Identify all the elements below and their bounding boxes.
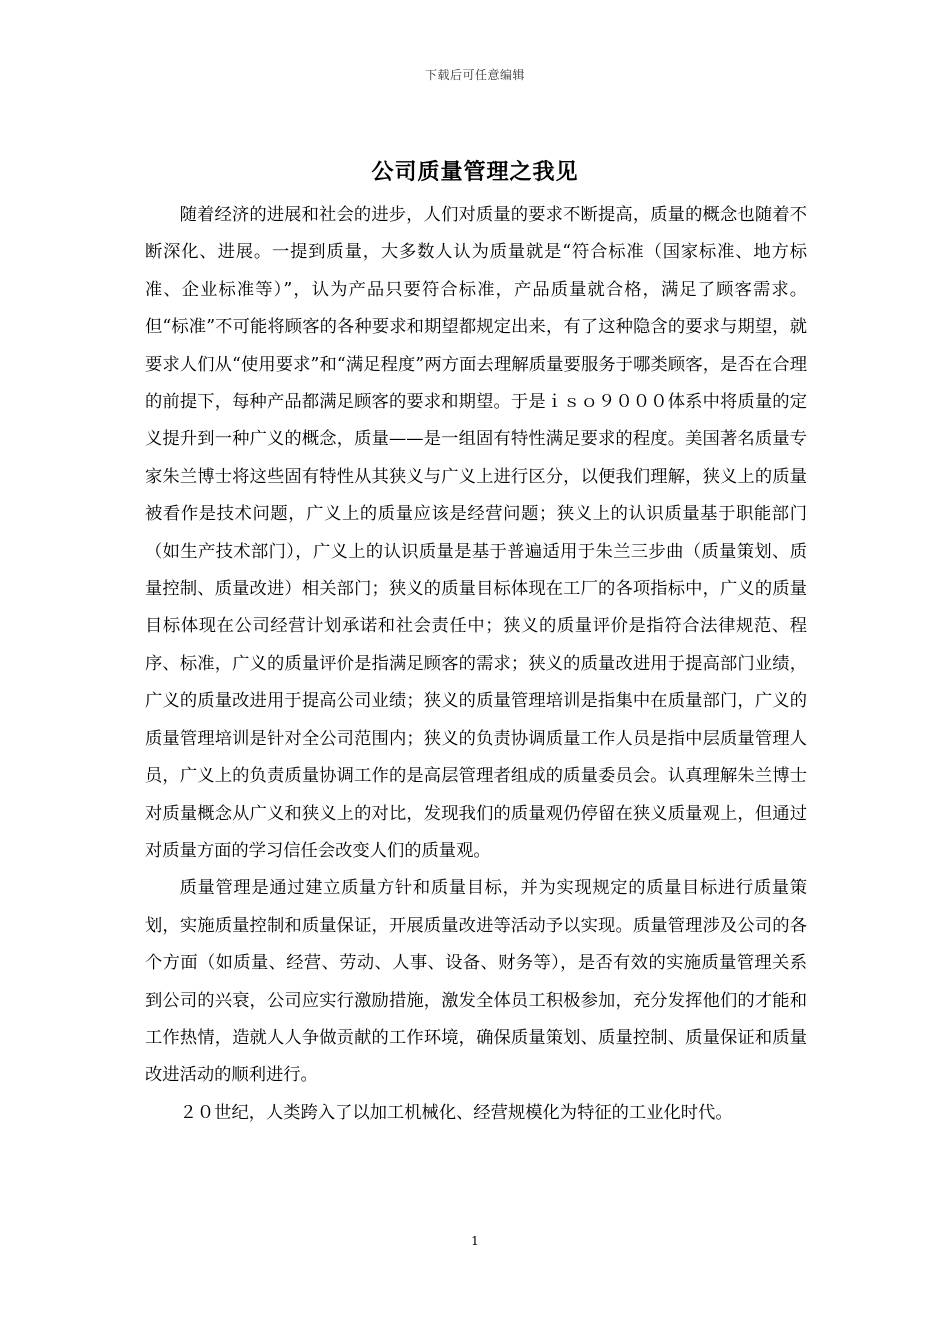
- paragraph-1: 随着经济的进展和社会的进步，人们对质量的要求不断提高，质量的概念也随着不断深化、进展。一提到质量，大多数人认为质量就是“符合标准（国家标准、地方标准、企业标准等）”，认为产品只要符合标准，产品质量就合格，满足了顾客需求。但“标准”不可能将顾客的各种要求和期望都规定出来，有了这种隐含的要求与期望，就要求人们从“使用要求”和“满足程度”两方面去理解质量要服务于哪类顾客，是否在合理的前提下，每种产品都满足顾客的要求和期望。于是ｉｓｏ９０００体系中将质量的定义提升到一种广义的概念，质量——是一组固有特性满足要求的程度。美国著名质量专家朱兰博士将这些固有特性从其狭义与广义上进行区分，以便我们理解，狭义上的质量被看作是技术问题，广义上的质量应该是经营问题；狭义上的认识质量基于职能部门（如生产技术部门），广义上的认识质量是基于普遍适用于朱兰三步曲（质量策划、质量控制、质量改进）相关部门；狭义的质量目标体现在工厂的各项指标中，广义的质量目标体现在公司经营计划承诺和社会责任中；狭义的质量评价是指符合法律规范、程序、标准，广义的质量评价是指满足顾客的需求；狭义的质量改进用于提高部门业绩，广义的质量改进用于提高公司业绩；狭义的质量管理培训是指集中在质量部门，广义的质量管理培训是针对全公司范围内；狭义的负责协调质量工作人员是指中层质量管理人员，广义上的负责质量协调工作的是高层管理者组成的质量委员会。认真理解朱兰博士对质量概念从广义和狭义上的对比，发现我们的质量观仍停留在狭义质量观上，但通过对质量方面的学习信任会改变人们的质量观。: [145, 205, 807, 861]
- header-note: 下载后可任意编辑: [424, 68, 525, 82]
- document-title: 公司质量管理之我见: [371, 159, 579, 185]
- paragraph-3: ２０世纪，人类跨入了以加工机械化、经营规模化为特征的工业化时代。: [179, 1102, 733, 1123]
- document-body: [145, 197, 807, 1132]
- page-number: 1: [471, 1234, 479, 1248]
- paragraph-2: 质量管理是通过建立质量方针和质量目标，并为实现规定的质量目标进行质量策划，实施质量控制和质量保证，开展质量改进等活动予以实现。质量管理涉及公司的各个方面（如质量、经营、劳动、人事、设备、财务等），是否有效的实施质量管理关系到公司的兴衰，公司应实行激励措施，激发全体员工积极参加，充分发挥他们的才能和工作热情，造就人人争做贡献的工作环境，确保质量策划、质量控制、质量保证和质量改进活动的顺利进行。: [145, 878, 807, 1086]
